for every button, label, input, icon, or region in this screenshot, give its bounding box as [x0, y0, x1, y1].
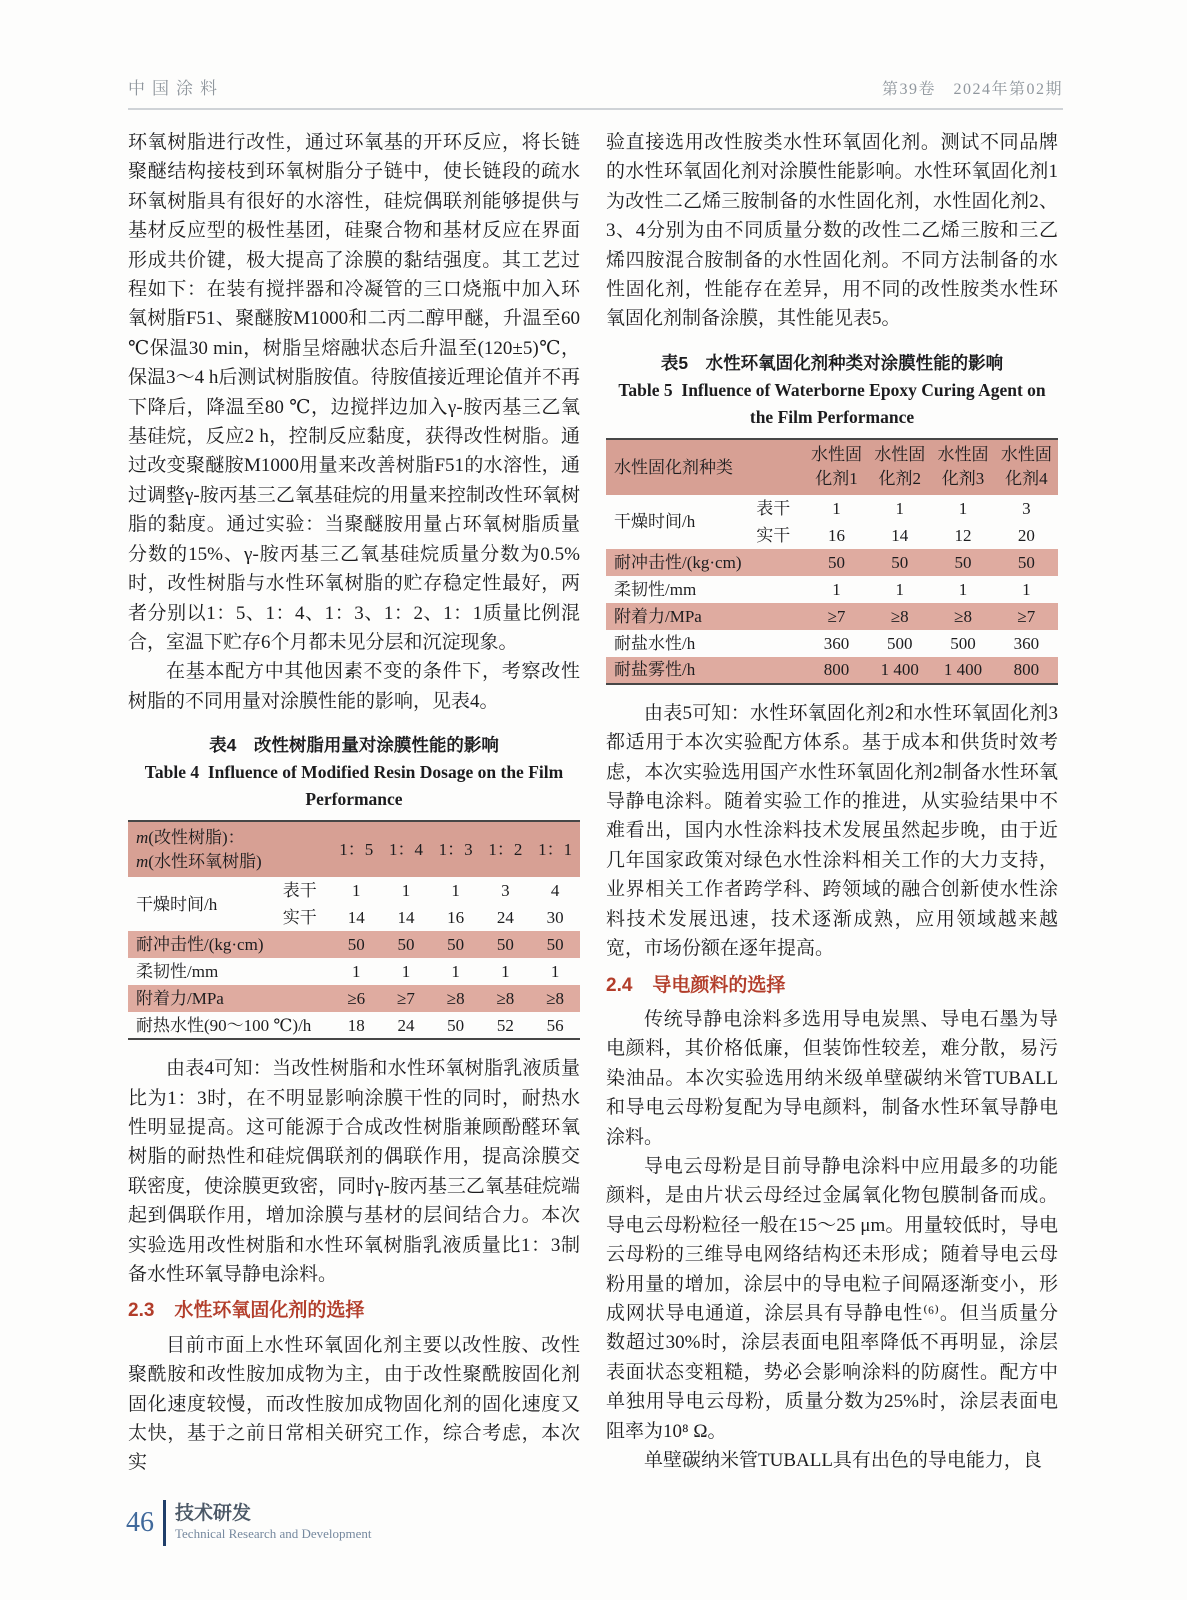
- table-row: [606, 576, 1058, 603]
- table-header-cell: [805, 439, 868, 495]
- paragraph: 由表4可知：当改性树脂和水性环氧树脂乳液质量比为1：3时，在不明显影响涂膜干性的同时，耐热水性明显提高。这可能源于合成改性树脂兼顾酚醛环氧树脂的耐热性和硅烷偶联剂的偶联作用，提高涂膜交联密度，使涂膜更致密，同时γ-胺丙基三乙氧基硅烷端起到偶联作用，增加涂膜与基材的层间结合力。本次实验选用改性树脂和水性环氧树脂乳液质量比1：3制备水性环氧导静电涂料。: [128, 1058, 580, 1285]
- row-label: 耐冲击性/(kg·cm): [606, 549, 805, 576]
- left-column: [128, 128, 580, 1478]
- table-cell: 360: [1013, 633, 1040, 653]
- table-cell: 30: [546, 908, 564, 928]
- table-row: [128, 931, 580, 958]
- table-cell: 1: [958, 579, 968, 599]
- table-header-cell: 1：5: [331, 821, 381, 877]
- table-5: [606, 438, 1058, 685]
- page-number: 46: [126, 1507, 154, 1538]
- table-cell: 50: [805, 549, 868, 576]
- table-header-cell: 1：3: [431, 821, 481, 877]
- table-cell: 50: [381, 931, 431, 958]
- row-sublabel: 实干: [282, 908, 317, 928]
- table-cell: 56: [546, 1015, 564, 1035]
- table-cell: ≥6: [331, 985, 381, 1012]
- table-cell: 1: [1022, 579, 1031, 599]
- table-row: [128, 1012, 580, 1039]
- table-cell: 1: [550, 962, 560, 982]
- header-line1: 水性固: [1000, 445, 1052, 465]
- row-label: 柔韧性/mm: [614, 579, 697, 599]
- section-number: 2.3: [128, 1300, 155, 1322]
- table-cell: 1 400: [868, 657, 931, 684]
- table-header-cell: 1：1: [530, 821, 580, 877]
- table-header-label: [128, 821, 331, 877]
- row-sublabel: 表干: [282, 881, 317, 901]
- table-cell: 50: [431, 931, 481, 958]
- row-sublabel: 实干: [756, 525, 791, 545]
- table-cell: ≥7: [805, 603, 868, 630]
- row-label: 干燥时间/h: [136, 894, 218, 914]
- table-cell: 1: [895, 579, 905, 599]
- table-cell: ≥8: [931, 603, 994, 630]
- table-cell: ≥8: [868, 603, 931, 630]
- table5-caption-en-line2: the Film Performance: [749, 406, 915, 427]
- table-header-cell: [931, 439, 994, 495]
- table-cell: 1: [401, 881, 411, 901]
- footer-section-en: Technical Research and Development: [175, 1526, 372, 1541]
- table4-caption-zh: 表4 改性树脂用量对涂膜性能的影响: [209, 735, 499, 756]
- table4-caption-en-line1: Table 4 Influence of Modified Resin Dosage on the Film: [144, 762, 564, 783]
- table-row: [606, 549, 1058, 576]
- row-label: 耐盐雾性/h: [606, 657, 805, 684]
- paragraph: 目前市面上水性环氧固化剂主要以改性胺、改性聚酰胺和改性胺加成物为主，由于改性聚酰胺固化剂固化速度较慢，而改性胺加成物固化剂的固化速度又太快，基于之前日常相关研究工作，综合考虑，本次实: [128, 1334, 580, 1474]
- table-row: [606, 657, 1058, 684]
- table-header-cell: 1：4: [381, 821, 431, 877]
- table-cell: 14: [347, 908, 365, 928]
- table-cell: 1: [832, 498, 841, 518]
- paragraph: 导电云母粉是目前导静电涂料中应用最多的功能颜料，是由片状云母经过金属氧化物包膜制备而成。导电云母粉粒径一般在15～25 μm。用量较低时，导电云母粉的三维导电网络结构还未形成；随着导电云母粉用量的增加，涂层中的导电粒子间隔逐渐变小，形成网状导电通道，涂层具有导静电性⁽⁶⁾。但当质量分数超过30%时，涂层表面电阻率降低不再明显，涂层表面状态变粗糙，势必会影响涂料的防腐性。配方中单独用导电云母粉，质量分数为25%时，涂层表面电阻率为10⁸ Ω。: [606, 1155, 1058, 1442]
- table-cell: 20: [1017, 525, 1035, 545]
- table-row: [606, 495, 1058, 522]
- table-header-cell: 1：2: [481, 821, 531, 877]
- section-title: 导电颜料的选择: [652, 974, 786, 996]
- footer-section: [175, 1503, 372, 1543]
- row-label: 附着力/MPa: [606, 603, 805, 630]
- math-var: m: [136, 827, 149, 847]
- header-label-line1: (改性树脂)：: [148, 827, 245, 847]
- table-cell: 24: [496, 908, 514, 928]
- table-cell: 1: [958, 498, 968, 518]
- table-cell: 1 400: [931, 657, 994, 684]
- table-cell: 3: [1022, 498, 1031, 518]
- table-header-cell: [868, 439, 931, 495]
- page-footer: [126, 1500, 372, 1546]
- table-header-cell: [995, 439, 1058, 495]
- footer-section-zh: 技术研发: [175, 1503, 252, 1524]
- table-row: [128, 877, 580, 904]
- section-number: 2.4: [606, 974, 633, 996]
- paragraph: 验直接选用改性胺类水性环氧固化剂。测试不同品牌的水性环氧固化剂对涂膜性能影响。水性环氧固化剂1为改性二乙烯三胺制备的水性固化剂，水性固化剂2、3、4分别为由不同质量分数的改性二乙烯三胺和三乙烯四胺混合胺制备的水性固化剂。不同方法制备的水性固化剂，性能存在差异，用不同的改性胺类水性环氧固化剂制备涂膜，其性能见表5。: [606, 132, 1058, 330]
- volume-issue: 第39卷 2024年第02期: [881, 81, 1063, 98]
- paragraph: 由表5可知：水性环氧固化剂2和水性环氧固化剂3都适用于本次实验配方体系。基于成本和供货时效考虑，本次实验选用国产水性环氧固化剂2制备水性环氧导静电涂料。随着实验工作的推进，从实验结果中不难看出，国内水性涂料技术发展虽然起步晚，由于近几年国家政策对绿色水性涂料相关工作的大力支持，业界相关工作者跨学科、跨领域的融合创新使水性涂料技术发展迅速，技术逐渐成熟，应用领域越来越宽，市场份额在逐年提高。: [606, 702, 1058, 960]
- table-cell: 500: [950, 633, 976, 653]
- table-row: [606, 630, 1058, 657]
- paragraph: 环氧树脂进行改性，通过环氧基的开环反应，将长链聚醚结构接枝到环氧树脂分子链中，使长链段的疏水环氧树脂具有很好的水溶性，硅烷偶联剂能够提供与基材反应型的极性基团，硅聚合物和基材反应在界面形成共价键，极大提高了涂膜的黏结强度。其工艺过程如下：在装有搅拌器和冷凝管的三口烧瓶中加入环氧树脂F51、聚醚胺M1000和二丙二醇甲醚，升温至60 ℃保温30 min，树脂呈熔融状态后升温至(120±5)℃，保温3～4 h后测试树脂胺值。待胺值接近理论值并不再下降后，降温至80 ℃，边搅拌边加入γ-胺丙基三乙氧基硅烷，反应2 h，控制反应黏度，获得改性树脂。通过改变聚醚胺M1000用量来改善树脂F51的水溶性，通过调整γ-胺丙基三乙氧基硅烷的用量来控制改性环氧树脂的黏度。通过实验：当聚醚胺用量占环氧树脂质量分数的15%、γ-胺丙基三乙氧基硅烷质量分数为0.5%时，改性树脂与水性环氧树脂的贮存稳定性最好，两者分别以1：5、1：4、1：3、1：2、1：1质量比例混合，室温下贮存6个月都未见分层和沉淀现象。: [128, 132, 580, 653]
- table-cell: ≥8: [431, 985, 481, 1012]
- header-line2: 化剂4: [1005, 469, 1048, 489]
- section-heading-2-4: [606, 971, 1058, 1000]
- row-label: 干燥时间/h: [614, 512, 696, 532]
- footer-divider-bar: [163, 1500, 166, 1546]
- table-row: [606, 439, 1058, 495]
- table-cell: 800: [995, 657, 1058, 684]
- header-line2: 化剂1: [815, 469, 858, 489]
- table-cell: 50: [931, 549, 994, 576]
- row-label: 柔韧性/mm: [136, 962, 219, 982]
- table-row: [128, 985, 580, 1012]
- table-row: [606, 603, 1058, 630]
- header-line1: 水性固: [874, 445, 926, 465]
- row-label: 耐冲击性/(kg·cm): [128, 931, 331, 958]
- table-cell: 50: [481, 931, 531, 958]
- table-row: [128, 821, 580, 877]
- table-cell: ≥8: [530, 985, 580, 1012]
- table-cell: 3: [501, 881, 510, 901]
- table-cell: 50: [995, 549, 1058, 576]
- table-cell: 1: [451, 962, 460, 982]
- math-var: m: [136, 851, 149, 871]
- table-cell: ≥8: [481, 985, 531, 1012]
- header-line2: 化剂2: [878, 469, 922, 489]
- table-cell: 24: [397, 1015, 415, 1035]
- paragraph: 单壁碳纳米管TUBALL具有出色的导电能力，良: [644, 1450, 1042, 1471]
- header-label-line2: (水性环氧树脂): [148, 851, 262, 871]
- table-cell: 52: [496, 1015, 514, 1035]
- table-cell: 16: [828, 525, 845, 545]
- table-cell: 1: [351, 962, 361, 982]
- table-row: [128, 958, 580, 985]
- table5-caption-zh: 表5 水性环氧固化剂种类对涂膜性能的影响: [660, 352, 1004, 373]
- table4-caption-en-line2: Performance: [305, 789, 403, 810]
- header-line2: 化剂3: [941, 469, 985, 489]
- table-cell: 800: [805, 657, 868, 684]
- row-label: 附着力/MPa: [128, 985, 331, 1012]
- running-head: [128, 74, 1063, 110]
- table-cell: 1: [401, 962, 411, 982]
- table-cell: 18: [347, 1015, 365, 1035]
- table-4: [128, 820, 580, 1040]
- row-label: 耐盐水性/h: [614, 633, 696, 653]
- table-cell: 1: [351, 881, 361, 901]
- table-cell: 1: [501, 962, 510, 982]
- table-cell: 1: [451, 881, 460, 901]
- journal-name: 中国涂料: [128, 79, 224, 98]
- table-cell: 50: [530, 931, 580, 958]
- table-header-label: 水性固化剂种类: [606, 439, 805, 495]
- row-sublabel: 表干: [756, 498, 791, 518]
- paragraph: 传统导静电涂料多选用导电炭黑、导电石墨为导电颜料，其价格低廉，但装饰性较差，难分散，易污染油品。本次实验选用纳米级单壁碳纳米管TUBALL和导电云母粉复配为导电颜料，制备水性环氧导静电涂料。: [606, 1008, 1058, 1148]
- table-cell: 50: [331, 931, 381, 958]
- section-heading-2-3: [128, 1296, 580, 1325]
- section-title: 水性环氧固化剂的选择: [174, 1300, 365, 1322]
- table-cell: 14: [891, 525, 909, 545]
- header-line1: 水性固: [937, 445, 989, 465]
- table5-caption-en-line1: Table 5 Influence of Waterborne Epoxy Curing Agent on: [618, 379, 1046, 400]
- table-cell: 16: [447, 908, 465, 928]
- table-cell: ≥7: [381, 985, 431, 1012]
- table-cell: 50: [447, 1015, 465, 1035]
- table-cell: 500: [887, 633, 913, 653]
- paragraph: 在基本配方中其他因素不变的条件下，考察改性树脂的不同用量对涂膜性能的影响，见表4。: [128, 661, 580, 712]
- row-label: 耐热水性(90～100 ℃)/h: [136, 1015, 312, 1035]
- table-cell: 4: [550, 881, 560, 901]
- table-cell: 14: [397, 908, 415, 928]
- table-cell: 360: [823, 633, 850, 653]
- table-cell: 1: [895, 498, 905, 518]
- right-column: [606, 128, 1058, 1475]
- header-line1: 水性固: [811, 445, 862, 465]
- table-cell: 1: [832, 579, 841, 599]
- table-cell: 12: [954, 525, 972, 545]
- table-cell: 50: [868, 549, 931, 576]
- table-cell: ≥7: [995, 603, 1058, 630]
